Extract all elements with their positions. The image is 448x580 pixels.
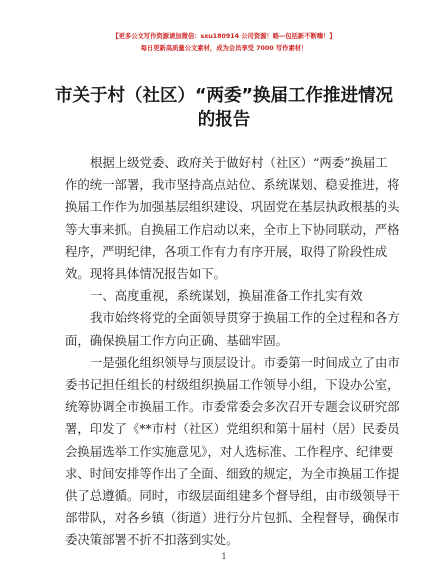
paragraph-line: 委书记担任组长的村级组织换届工作领导小组，下设办公室，	[65, 377, 400, 392]
document-title-line-2: 的报告	[197, 110, 251, 130]
paragraph-line: 作的统一部署，我市坚持高点站位、系统谋划、稳妥推进，将	[65, 177, 400, 193]
page-number: 1	[221, 552, 227, 561]
section-heading: 一、高度重视，系统谋划，换届准备工作扎实有效	[90, 288, 363, 304]
paragraph-line: 部带队，对各乡镇（街道）进行分片包抓、全程督导，确保市	[65, 510, 400, 526]
paragraph-line: 根据上级党委、政府关于做好村（社区）“两委”换届工	[90, 155, 388, 170]
banner-line-2: 每日更新高质量公文素材，成为会员享受 7000 写作素材！	[140, 45, 308, 52]
paragraph-line: 一是强化组织领导与顶层设计。市委第一时间成立了由市	[90, 354, 400, 370]
paragraph-line: 会换届选举工作实施意见》，对人选标准、工作程序、纪律要	[65, 443, 394, 459]
paragraph-line: 求、时间安排等作出了全面、细致的规定，为全市换届工作提	[65, 465, 400, 481]
paragraph-line: 面，确保换届工作方向正确、基础牢固。	[65, 332, 289, 348]
document-title-line-1: 市关于村（社区）“两委”换届工作推进情况	[54, 86, 393, 106]
paragraph-line: 等大事来抓。自换届工作启动以来，全市上下协同联动，严格	[65, 221, 400, 237]
paragraph-line: 程序，严明纪律，各项工作有力有序开展，取得了阶段性成	[65, 243, 388, 259]
paragraph-line: 供了总遵循。同时，市级层面组建多个督导组，由市级领导干	[65, 488, 400, 503]
banner-line-1: 【更多公文写作资源请加微信：sxu180914 公司资源！略—包括新不断嗨！】	[112, 33, 336, 40]
paragraph-line: 统筹协调全市换届工作。市委常委会多次召开专题会议研究部	[65, 399, 400, 415]
paragraph-line: 委决策部署不折不扣落到实处。	[65, 532, 239, 548]
paragraph-line: 效。现将具体情况报告如下。	[65, 266, 227, 281]
paragraph-line: 换届工作作为加强基层组织建设、巩固党在基层执政根基的头	[65, 199, 400, 215]
paragraph-line: 我市始终将党的全面领导贯穿于换届工作的全过程和各方	[90, 310, 400, 326]
paragraph-line: 署，印发了《**市村（社区）党组织和第十届村（居）民委员	[65, 421, 400, 437]
